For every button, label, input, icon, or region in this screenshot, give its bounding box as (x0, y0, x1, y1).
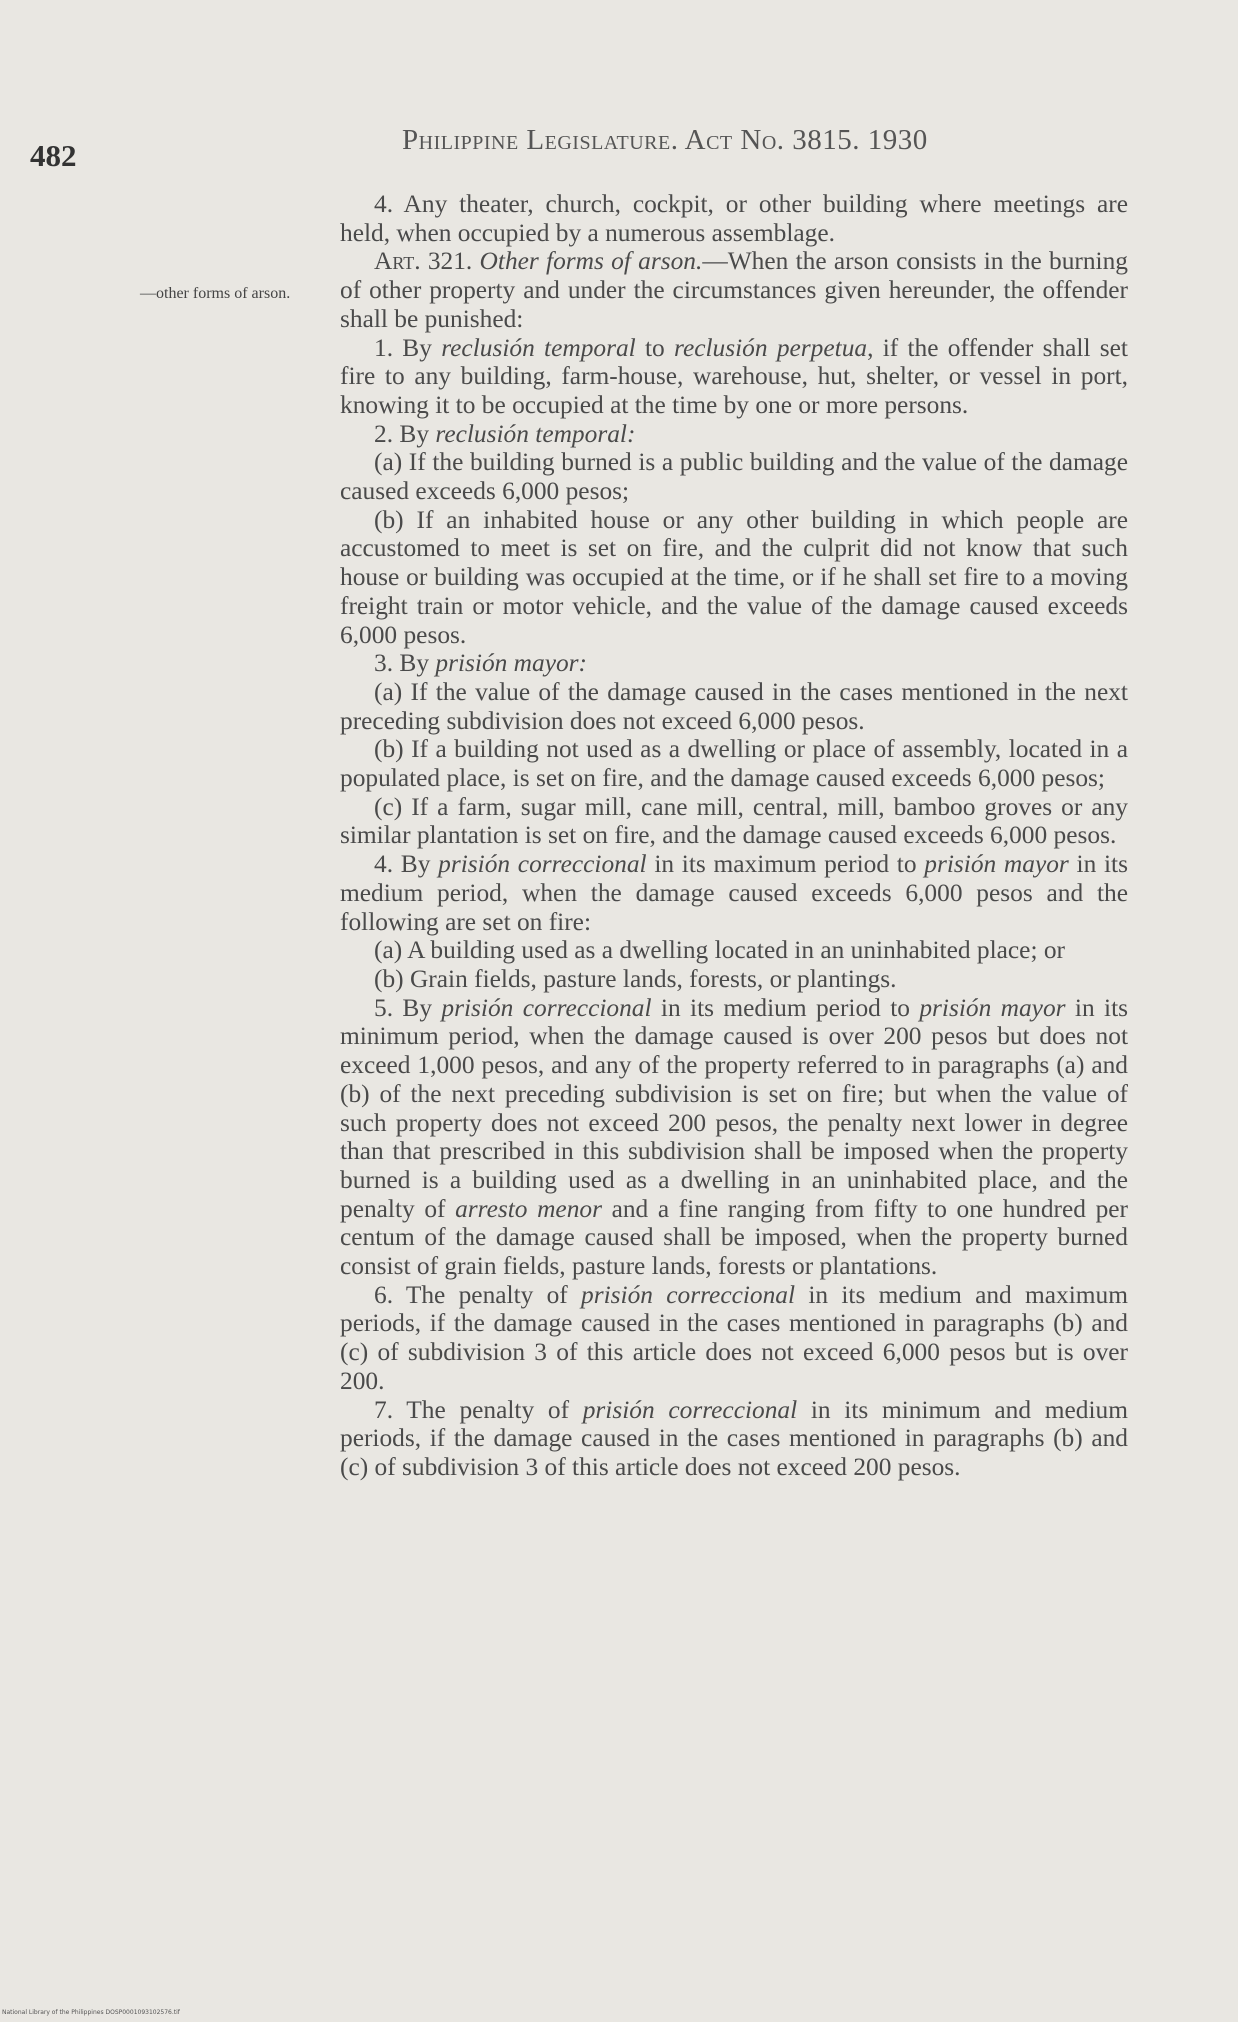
penalty-term: reclusión temporal (441, 333, 636, 362)
text: (a) If the value of the damage caused in the cases mentioned in the next preceding subdivision does not exceed 6,000 pesos. (340, 677, 1128, 735)
penalty-term: prisión correccional (441, 993, 652, 1022)
scan-credit: National Library of the Philippines DOSP0001093102576.tif (2, 2009, 180, 2016)
text: in its medium period to (651, 993, 920, 1022)
text: and a fine ranging from fifty to one hundred per centum of the damage caused shall be imposed, when the property burned consist of grain fields, pasture lands, forests or plantations. (340, 1194, 1128, 1281)
subdivision-1 (340, 334, 1128, 420)
text: in its minimum and medium periods, if the damage caused in the cases mentioned in paragraphs (b) and (c) of subdivision 3 of this article does not exceed 200 pesos. (340, 1395, 1128, 1481)
page-number: 482 (30, 138, 77, 173)
text: (a) A building used as a dwelling located in an uninhabited place; or (374, 936, 1066, 965)
subdivision-3a (340, 678, 1128, 735)
subdivision-4a (340, 936, 1128, 965)
text: 1. By (374, 333, 442, 362)
subdivision-2 (340, 420, 1128, 449)
text: , if the offender shall set fire to any building, farm-house, warehouse, hut, shelter, or vessel in port, knowing it to be occupied at the time by one or more persons. (340, 333, 1128, 419)
subdivision-2a (340, 448, 1128, 505)
penalty-term: prisión correccional (438, 850, 647, 879)
penalty-term: prisión mayor (924, 850, 1069, 879)
subdivision-3 (340, 649, 1128, 678)
penalty-term: arresto menor (455, 1194, 602, 1223)
text: 5. By (374, 993, 442, 1022)
penalty-term: prisión mayor: (435, 649, 588, 678)
article-body: —When the arson consists in the burning of other property and under the circumstances given hereunder, the offender shall be punished: (340, 247, 1128, 333)
article-label: Art. 321. (374, 247, 473, 276)
article-title: Other forms of arson. (479, 247, 703, 276)
text: 2. By (374, 419, 436, 448)
text: 4. By (374, 850, 439, 879)
subdivision-7 (340, 1396, 1128, 1482)
text: in its maximum period to (646, 850, 925, 879)
margin-note: —other forms of arson. (140, 285, 291, 302)
text: (b) If an inhabited house or any other building in which people are accustomed to meet is set on fire, and the culprit did not know that such house or building was occupied at the time, or if he shall set fire to a moving freight train or motor vehicle, and the value of the damage caused exceeds 6,000 pesos. (340, 505, 1128, 649)
text: (a) If the building burned is a public building and the value of the damage caused exceeds 6,000 pesos; (340, 448, 1128, 506)
penalty-term: prisión mayor (919, 993, 1066, 1022)
subdivision-3c (340, 793, 1128, 850)
page-body (340, 190, 1128, 1482)
running-head: Philippine Legislature. Act No. 3815. 1930 (402, 124, 928, 156)
text: 6. The penalty of (374, 1280, 582, 1309)
subdivision-5 (340, 994, 1128, 1281)
subdivision-4b (340, 965, 1128, 994)
text: (b) If a building not used as a dwelling or place of assembly, located in a populated place, is set on fire, and the damage caused exceeds 6,000 pesos; (340, 735, 1128, 793)
text: in its medium period, when the damage caused exceeds 6,000 pesos and the following are set on fire: (340, 850, 1128, 936)
subdivision-4 (340, 850, 1128, 936)
text: 4. Any theater, church, cockpit, or other building where meetings are held, when occupied by a numerous assemblage. (340, 190, 1128, 247)
text: in its medium and maximum periods, if the damage caused in the cases mentioned in paragraphs (b) and (c) of subdivision 3 of this article does not exceed 6,000 pesos but is over 200. (340, 1280, 1128, 1395)
text: 3. By (374, 649, 436, 678)
text: in its minimum period, when the damage caused is over 200 pesos but does not exceed 1,000 pesos, and any of the property referred to in paragraphs (a) and (b) of the next preceding subdivision is set on fire; but when the value of such property does not exceed 200 pesos, the penalty next lower in degree than that prescribed in this subdivision shall be imposed when the property burned is a building used as a dwelling in an uninhabited place, and the penalty of (340, 993, 1129, 1223)
text: (b) Grain fields, pasture lands, forests, or plantings. (374, 964, 897, 993)
text: to (635, 333, 675, 362)
penalty-term: reclusión perpetua (674, 333, 868, 362)
penalty-term: reclusión temporal: (435, 419, 636, 448)
subdivision-3b (340, 735, 1128, 792)
paragraph-item-4 (340, 190, 1128, 247)
text: (c) If a farm, sugar mill, cane mill, central, mill, bamboo groves or any similar plantation is set on fire, and the damage caused exceeds 6,000 pesos. (340, 792, 1128, 850)
penalty-term: prisión correccional (582, 1395, 798, 1424)
subdivision-2b (340, 506, 1128, 650)
article-321 (340, 247, 1128, 333)
subdivision-6 (340, 1281, 1128, 1396)
penalty-term: prisión correccional (581, 1280, 796, 1309)
text: 7. The penalty of (374, 1395, 583, 1424)
